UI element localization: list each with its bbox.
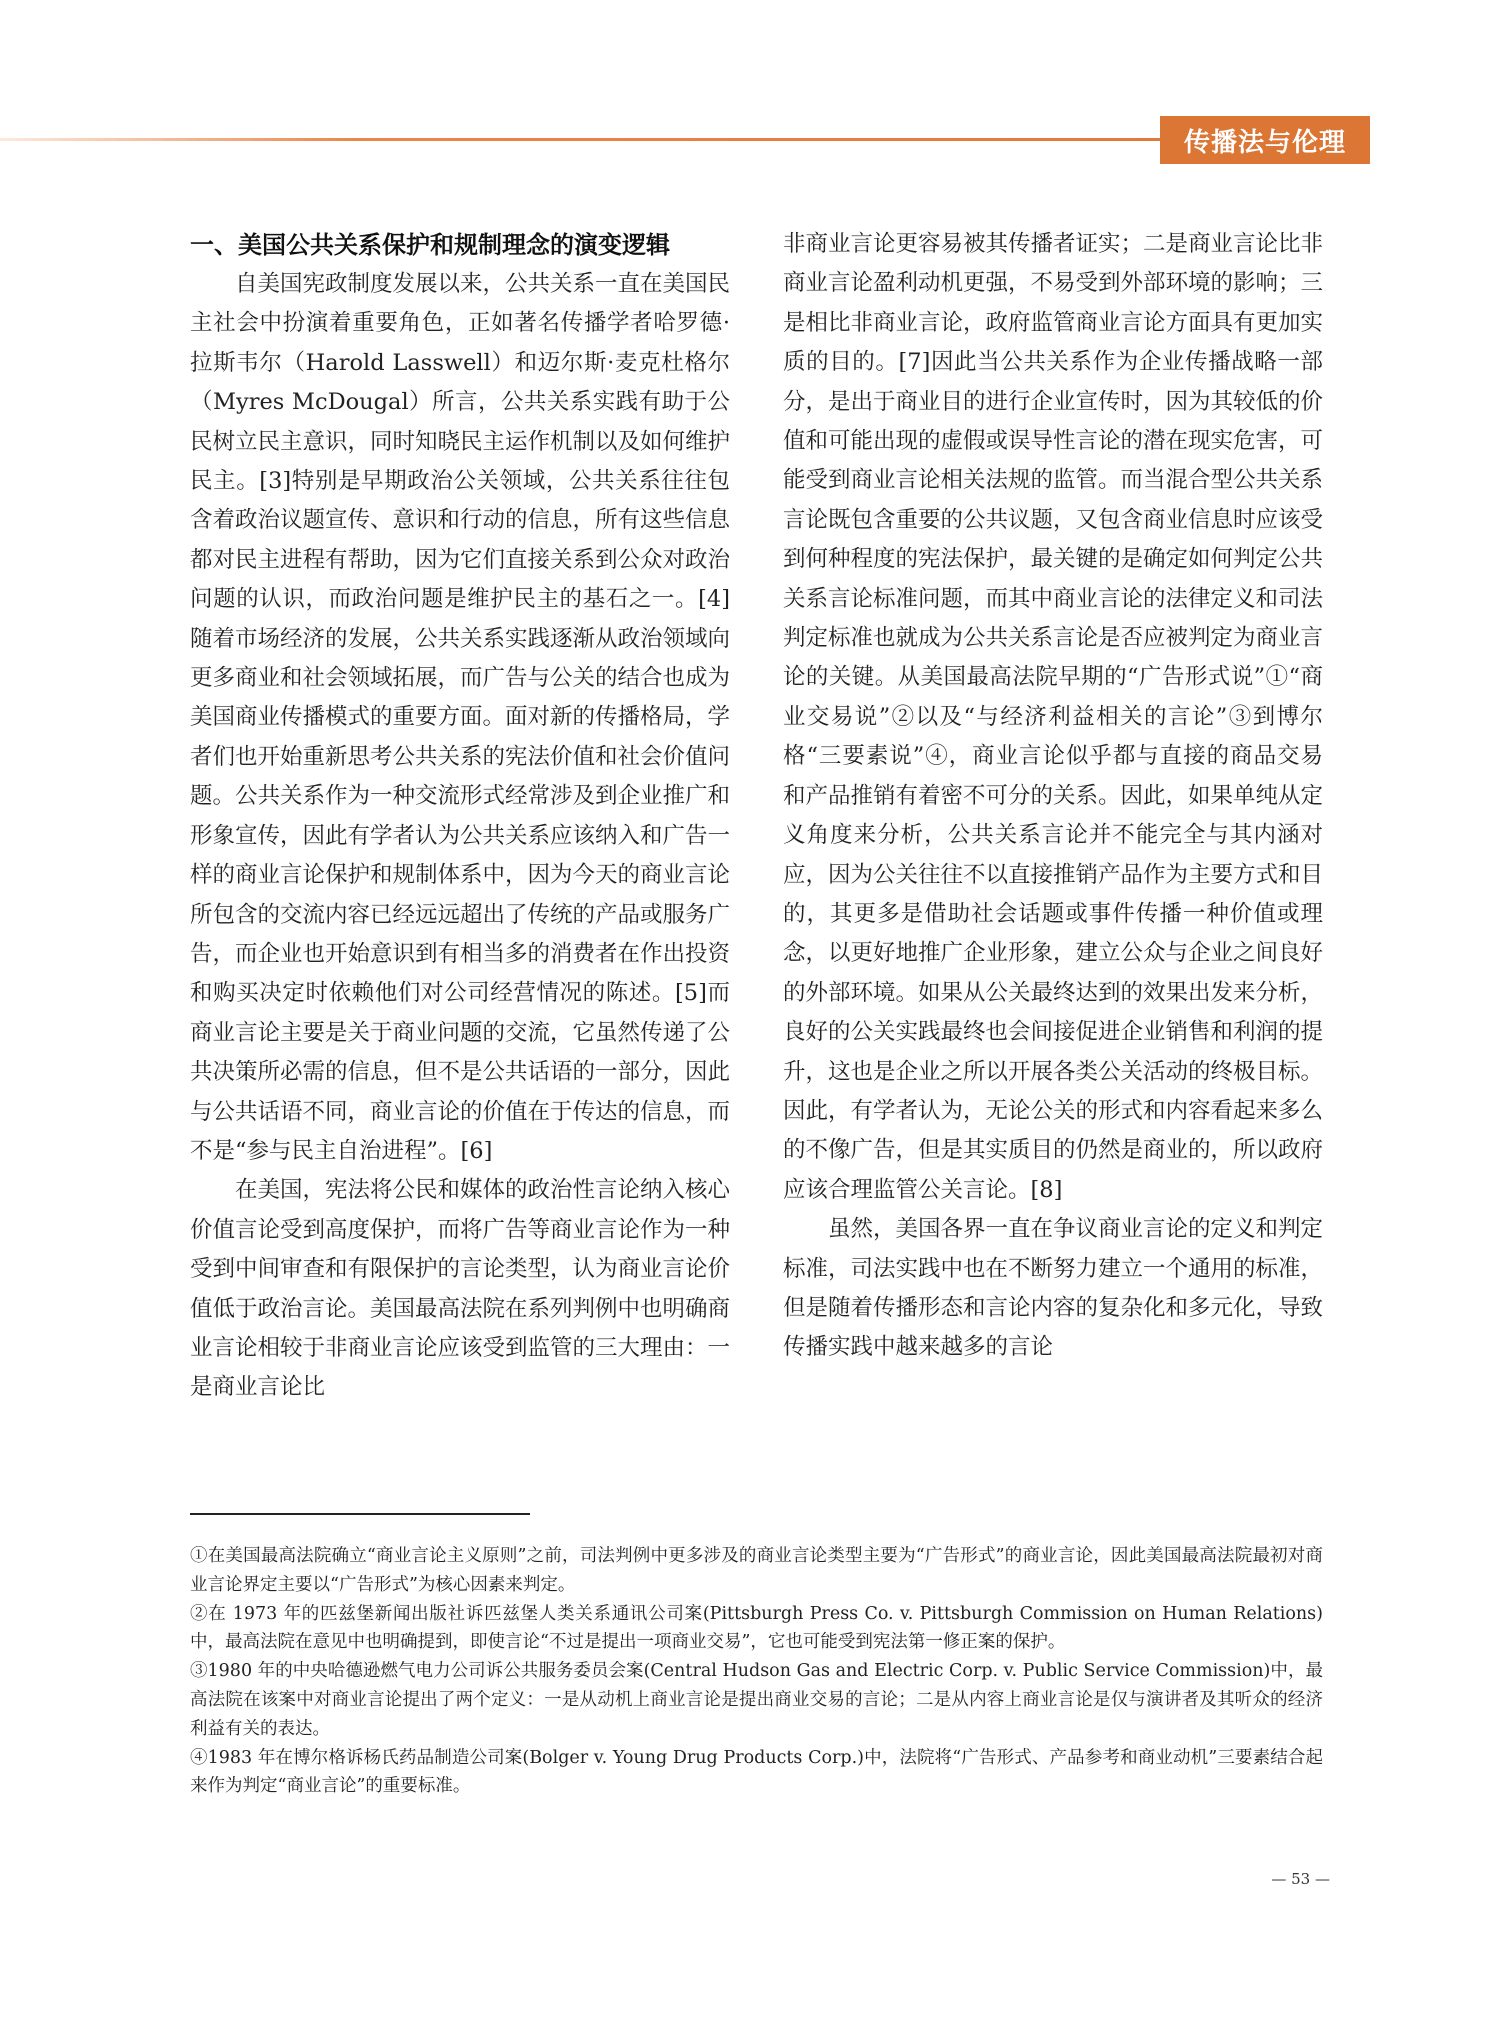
paragraph: 非商业言论更容易被其传播者证实；二是商业言论比非商业言论盈利动机更强，不易受到外部环境的影响；三是相比非商业言论，政府监管商业言论方面具有更加实质的目的。[7]因此当公共关系作为企业传播战略一部分，是出于商业目的进行企业宣传时，因为其较低的价值和可能出现的虚假或误导性言论的潜在现实危害，可能受到商业言论相关法规的监管。而当混合型公共关系言论既包含重要的公共议题，又包含商业信息时应该受到何种程度的宪法保护，最关键的是确定如何判定公共关系言论标准问题，而其中商业言论的法律定义和司法判定标准也就成为公共关系言论是否应被判定为商业言论的关键。从美国最高法院早期的“广告形式说”①“商业交易说”②以及“与经济利益相关的言论”③到博尔格“三要素说”④，商业言论似乎都与直接的商品交易和产品推销有着密不可分的关系。因此，如果单纯从定义角度来分析，公共关系言论并不能完全与其内涵对应，因为公关往往不以直接推销产品作为主要方式和目的，其更多是借助社会话题或事件传播一种价值或理念，以更好地推广企业形象，建立公众与企业之间良好的外部环境。如果从公关最终达到的效果出发来分析，良好的公关实践最终也会间接促进企业销售和利润的提升，这也是企业之所以开展各类公关活动的终极目标。因此，有学者认为，无论公关的形式和内容看起来多么的不像广告，但是其实质目的仍然是商业的，所以政府应该合理监管公关言论。[8] — [783, 231, 1324, 1203]
footnote-divider — [190, 1513, 530, 1515]
paragraph: 虽然，美国各界一直在争议商业言论的定义和判定标准，司法实践中也在不断努力建立一个通用的标准，但是随着传播形态和言论内容的复杂化和多元化，导致传播实践中越来越多的言论 — [783, 1216, 1324, 1361]
footnote: ③1980 年的中央哈德逊燃气电力公司诉公共服务委员会案(Central Hudson Gas and Electric Corp. v. Public Service Commission)中，最高法院在该案中对商业言论提出了两个定义：一是从动机上商业言论是提出商业交易的言论；二是从内容上商业言论是仅与演讲者及其听众的经济利益有关的表达。 — [190, 1661, 1323, 1739]
section-tag: 传播法与伦理 — [1160, 116, 1370, 164]
page-number: — 53 — — [1271, 1870, 1330, 1888]
section-heading: 一、美国公共关系保护和规制理念的演变逻辑 — [190, 231, 670, 259]
footnote: ②在 1973 年的匹兹堡新闻出版社诉匹兹堡人类关系通讯公司案(Pittsburgh Press Co. v. Pittsburgh Commission on Human Relations)中，最高法院在意见中也明确提到，即使言论“不过是提出一项商业交易”，它也可能受到宪法第一修正案的保护。 — [190, 1603, 1323, 1653]
header-rule — [0, 138, 1170, 141]
left-column — [190, 225, 730, 1408]
paragraph: 自美国宪政制度发展以来，公共关系一直在美国民主社会中扮演着重要角色，正如著名传播学者哈罗德·拉斯韦尔（Harold Lasswell）和迈尔斯·麦克杜格尔（Myres McDougal）所言，公共关系实践有助于公民树立民主意识，同时知晓民主运作机制以及如何维护民主。[3]特别是早期政治公关领域，公共关系往往包含着政治议题宣传、意识和行动的信息，所有这些信息都对民主进程有帮助，因为它们直接关系到公众对政治问题的认识，而政治问题是维护民主的基石之一。[4]随着市场经济的发展，公共关系实践逐渐从政治领域向更多商业和社会领域拓展，而广告与公关的结合也成为美国商业传播模式的重要方面。面对新的传播格局，学者们也开始重新思考公共关系的宪法价值和社会价值问题。公共关系作为一种交流形式经常涉及到企业推广和形象宣传，因此有学者认为公共关系应该纳入和广告一样的商业言论保护和规制体系中，因为今天的商业言论所包含的交流内容已经远远超出了传统的产品或服务广告，而企业也开始意识到有相当多的消费者在作出投资和购买决定时依赖他们对公司经营情况的陈述。[5]而商业言论主要是关于商业问题的交流，它虽然传递了公共决策所必需的信息，但不是公共话语的一部分，因此与公共话语不同，商业言论的价值在于传达的信息，而不是“参与民主自治进程”。[6] — [190, 271, 731, 1164]
right-column — [783, 225, 1323, 1368]
footnote: ①在美国最高法院确立“商业言论主义原则”之前，司法判例中更多涉及的商业言论类型主要为“广告形式”的商业言论，因此美国最高法院最初对商业言论界定主要以“广告形式”为核心因素来判定。 — [190, 1546, 1323, 1595]
footnotes — [190, 1542, 1323, 1801]
footnote: ④1983 年在博尔格诉杨氏药品制造公司案(Bolger v. Young Drug Products Corp.)中，法院将“广告形式、产品参考和商业动机”三要素结合起来作为判定“商业言论”的重要标准。 — [190, 1747, 1323, 1797]
paragraph: 在美国，宪法将公民和媒体的政治性言论纳入核心价值言论受到高度保护，而将广告等商业言论作为一种受到中间审查和有限保护的言论类型，认为商业言论价值低于政治言论。美国最高法院在系列判例中也明确商业言论相较于非商业言论应该受到监管的三大理由：一是商业言论比 — [190, 1177, 731, 1401]
